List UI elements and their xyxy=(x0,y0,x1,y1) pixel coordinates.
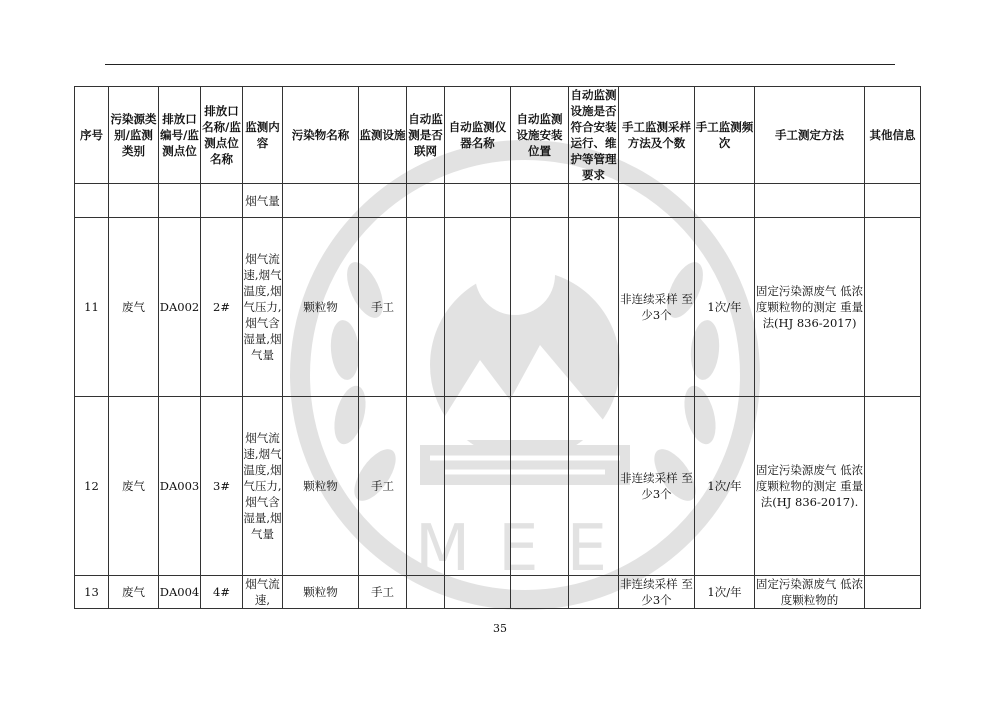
cell-instrument xyxy=(445,184,511,218)
cell-method: 固定污染源废气 低浓度颗粒物的 xyxy=(755,577,864,607)
col-header-networked: 自动监测是否联网 xyxy=(407,87,445,184)
cell-facility: 手工 xyxy=(359,397,407,576)
col-header-install-position: 自动监测设施安装位置 xyxy=(511,87,569,184)
cell-install-position xyxy=(511,218,569,397)
cell-no: 12 xyxy=(75,397,109,576)
cell-category: 废气 xyxy=(109,576,159,609)
table-row xyxy=(75,184,921,218)
cell-other xyxy=(865,184,921,218)
cell-facility xyxy=(359,184,407,218)
cell-compliant xyxy=(569,184,619,218)
cell-pollutant xyxy=(283,184,359,218)
cell-frequency: 1次/年 xyxy=(695,218,755,397)
cell-networked xyxy=(407,397,445,576)
col-header-method: 手工测定方法 xyxy=(755,87,865,184)
cell-compliant xyxy=(569,218,619,397)
cell-method: 固定污染源废气 低浓度颗粒物的测定 重量法(HJ 836-2017) xyxy=(755,218,865,397)
cell-content: 烟气流速, xyxy=(243,576,283,609)
cell-sampling: 非连续采样 至少3个 xyxy=(619,397,695,576)
col-header-content: 监测内容 xyxy=(243,87,283,184)
col-header-compliant: 自动监测设施是否符合安装运行、维护等管理要求 xyxy=(570,88,617,182)
header-rule xyxy=(105,64,895,65)
cell-other xyxy=(865,397,921,576)
table-row xyxy=(75,576,921,609)
cell-outlet-name: 2# xyxy=(201,218,243,397)
col-header-outlet-name: 排放口名称/监测点位名称 xyxy=(201,87,243,184)
cell-compliant xyxy=(569,397,619,576)
cell-networked xyxy=(407,218,445,397)
col-header-facility: 监测设施 xyxy=(359,87,407,184)
cell-pollutant: 颗粒物 xyxy=(283,218,359,397)
cell-no xyxy=(75,184,109,218)
cell-no: 13 xyxy=(75,576,109,609)
page-number: 35 xyxy=(493,622,507,635)
cell-content: 烟气量 xyxy=(243,184,283,218)
col-header-instrument: 自动监测仪器名称 xyxy=(445,87,511,184)
cell-compliant xyxy=(569,576,619,609)
cell-networked xyxy=(407,184,445,218)
cell-pollutant: 颗粒物 xyxy=(283,397,359,576)
cell-sampling xyxy=(619,184,695,218)
col-header-sampling: 手工监测采样方法及个数 xyxy=(619,87,695,184)
watermark-text: MEE xyxy=(414,512,636,586)
table-header-row xyxy=(75,87,921,184)
cell-other xyxy=(865,576,921,609)
cell-outlet-id: DA003 xyxy=(159,397,201,576)
cell-frequency: 1次/年 xyxy=(695,576,755,609)
cell-category: 废气 xyxy=(109,397,159,576)
cell-content: 烟气流速,烟气温度,烟气压力,烟气含湿量,烟气量 xyxy=(243,397,283,576)
cell-facility: 手工 xyxy=(359,576,407,609)
cell-install-position xyxy=(511,184,569,218)
cell-outlet-name: 4# xyxy=(201,576,243,609)
cell-outlet-id: DA002 xyxy=(159,218,201,397)
cell-frequency: 1次/年 xyxy=(695,397,755,576)
col-header-other: 其他信息 xyxy=(865,87,921,184)
cell-instrument xyxy=(445,576,511,609)
monitoring-table xyxy=(74,86,921,609)
table-row xyxy=(75,397,921,576)
col-header-frequency: 手工监测频次 xyxy=(695,87,755,184)
table-row xyxy=(75,218,921,397)
cell-category xyxy=(109,184,159,218)
cell-networked xyxy=(407,576,445,609)
cell-instrument xyxy=(445,397,511,576)
cell-content: 烟气流速,烟气温度,烟气压力,烟气含湿量,烟气量 xyxy=(243,218,283,397)
col-header-outlet-id: 排放口编号/监测点位 xyxy=(159,87,201,184)
cell-pollutant: 颗粒物 xyxy=(283,576,359,609)
cell-outlet-name: 3# xyxy=(201,397,243,576)
cell-install-position xyxy=(511,397,569,576)
cell-instrument xyxy=(445,218,511,397)
cell-outlet-id xyxy=(159,184,201,218)
col-header-category: 污染源类别/监测类别 xyxy=(109,87,159,184)
col-header-pollutant: 污染物名称 xyxy=(283,87,359,184)
cell-method xyxy=(755,184,865,218)
cell-sampling: 非连续采样 至少3个 xyxy=(620,577,693,607)
cell-frequency xyxy=(695,184,755,218)
cell-install-position xyxy=(511,576,569,609)
cell-facility: 手工 xyxy=(359,218,407,397)
cell-method: 固定污染源废气 低浓度颗粒物的测定 重量法(HJ 836-2017). xyxy=(755,397,865,576)
cell-outlet-id: DA004 xyxy=(159,576,201,609)
cell-category: 废气 xyxy=(109,218,159,397)
col-header-no: 序号 xyxy=(75,87,109,184)
cell-other xyxy=(865,218,921,397)
cell-outlet-name xyxy=(201,184,243,218)
cell-sampling: 非连续采样 至少3个 xyxy=(619,218,695,397)
cell-no: 11 xyxy=(75,218,109,397)
